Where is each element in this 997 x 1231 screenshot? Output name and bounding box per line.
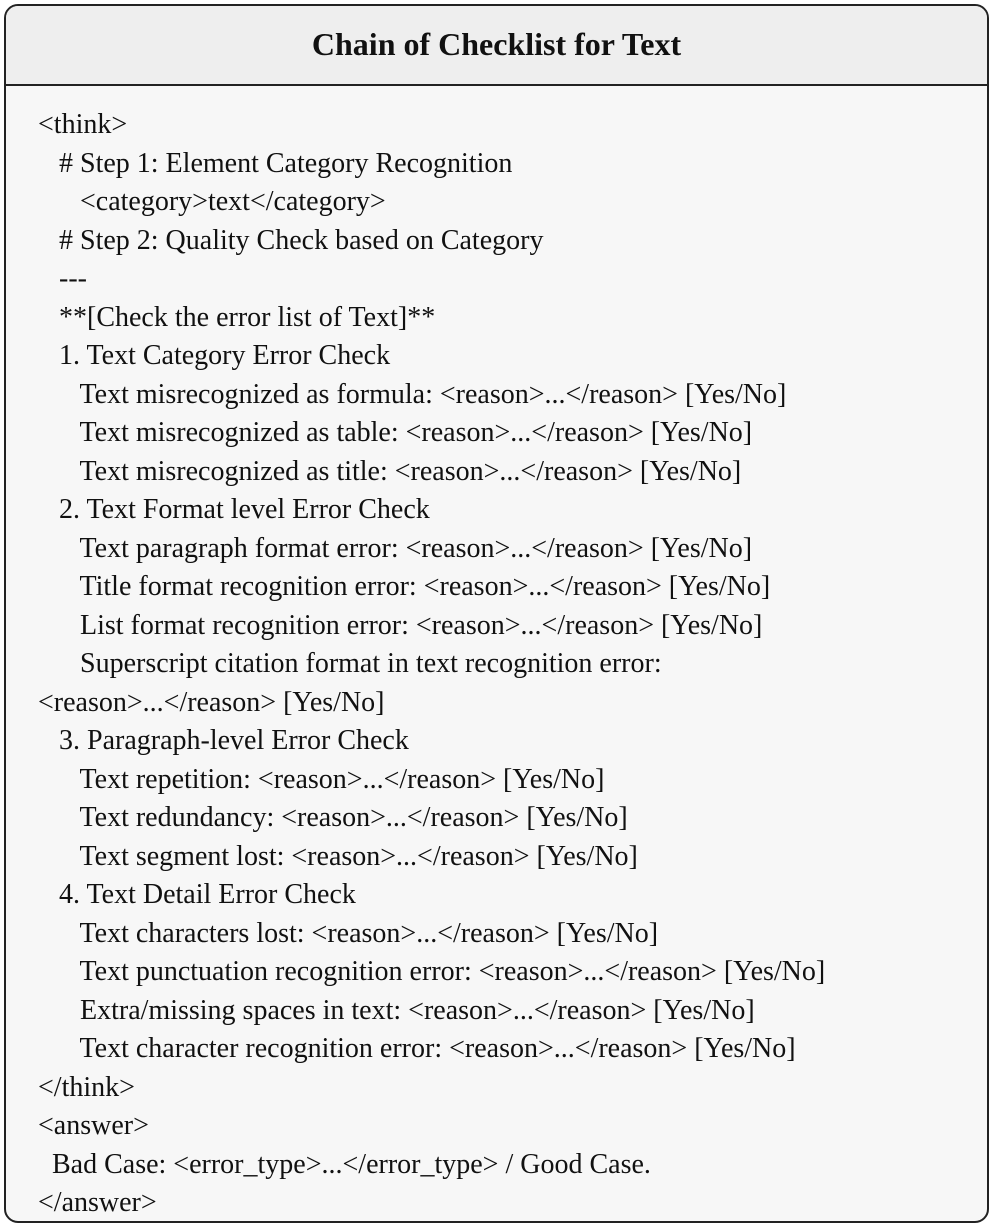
text-line: <category>text</category> xyxy=(38,186,386,217)
text-line: 1. Text Category Error Check xyxy=(38,340,391,371)
text-line: Text punctuation recognition error: <reason>...</reason> [Yes/No] xyxy=(38,956,826,987)
text-line: 2. Text Format level Error Check xyxy=(38,494,430,525)
text-line: Text paragraph format error: <reason>...</reason> [Yes/No] xyxy=(38,532,753,564)
text-line: Title format recognition error: <reason>...</reason> [Yes/No] xyxy=(38,571,771,602)
text-line: Text characters lost: <reason>...</reason> [Yes/No] xyxy=(38,917,659,949)
card-body xyxy=(6,86,987,1223)
text-line: Text repetition: <reason>...</reason> [Yes/No] xyxy=(38,763,605,795)
text-line: # Step 2: Quality Check based on Category xyxy=(38,224,544,256)
text-line: --- xyxy=(38,263,87,294)
text-line: Text character recognition error: <reason>...</reason> [Yes/No] xyxy=(38,1033,796,1064)
text-line: Text misrecognized as table: <reason>...</reason> [Yes/No] xyxy=(38,417,753,448)
text-line: <think> xyxy=(38,109,128,140)
card-title: Chain of Checklist for Text xyxy=(311,25,682,62)
checklist-card xyxy=(4,4,989,1223)
text-line: Text redundancy: <reason>...</reason> [Yes/No] xyxy=(38,802,628,833)
text-line: 4. Text Detail Error Check xyxy=(38,879,356,910)
text-line: List format recognition error: <reason>...</reason> [Yes/No] xyxy=(38,609,763,641)
text-line: <answer> xyxy=(38,1110,149,1141)
card-header xyxy=(6,6,987,86)
text-line: </think> xyxy=(38,1071,135,1103)
text-line: Text misrecognized as title: <reason>...</reason> [Yes/No] xyxy=(38,455,742,487)
text-line: 3. Paragraph-level Error Check xyxy=(38,725,409,756)
text-line: </answer> xyxy=(38,1187,157,1218)
text-line: Extra/missing spaces in text: <reason>...</reason> [Yes/No] xyxy=(38,994,755,1026)
text-line: Bad Case: <error_type>...</error_type> / Good Case. xyxy=(38,1148,651,1180)
text-line: Text segment lost: <reason>...</reason> [Yes/No] xyxy=(38,840,638,872)
text-line: Text misrecognized as formula: <reason>...</reason> [Yes/No] xyxy=(38,378,787,410)
text-line: Superscript citation format in text recognition error: xyxy=(38,648,662,679)
text-line: # Step 1: Element Category Recognition xyxy=(38,147,513,179)
text-line: **[Check the error list of Text]** xyxy=(38,301,436,333)
text-line: <reason>...</reason> [Yes/No] xyxy=(38,686,385,718)
